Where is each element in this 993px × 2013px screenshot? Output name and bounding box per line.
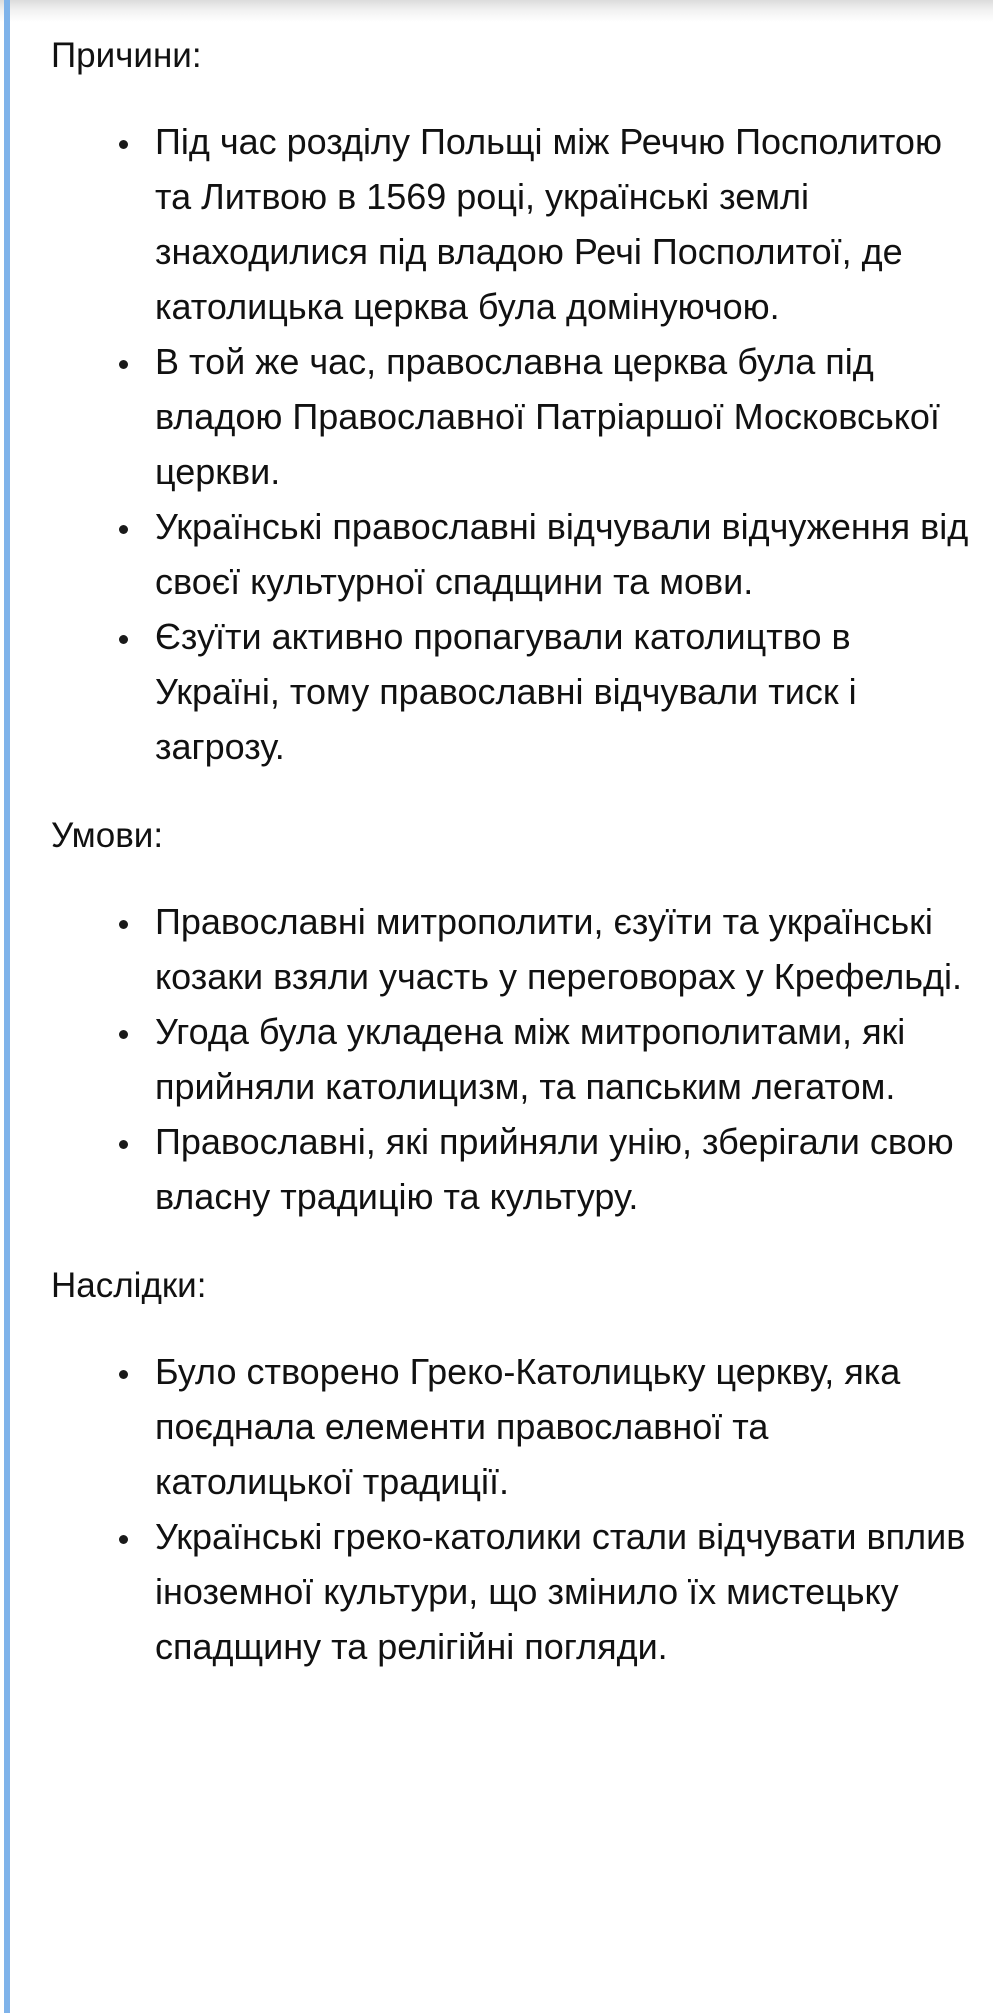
section-causes: [51, 28, 971, 774]
bullet-list: [51, 894, 971, 1224]
bullet-icon: [119, 1030, 128, 1039]
list-item: [51, 499, 971, 609]
bullet-list: [51, 1344, 971, 1674]
section-heading: Умови:: [51, 816, 164, 855]
list-item: [51, 1344, 971, 1509]
bullet-icon: [119, 1370, 128, 1379]
list-item: [51, 1509, 971, 1674]
bullet-icon: [119, 920, 128, 929]
list-item-text: Угода була укладена між митрополитами, які прийняли католицизм, та папським легатом.: [155, 1011, 906, 1107]
list-item-text: Українські греко-католики стали відчувати вплив іноземної культури, що змінило їх мистецьку спадщину та релігійні погляди.: [155, 1516, 966, 1667]
list-item-text: Православні, які прийняли унію, зберігали свою власну традицію та культуру.: [155, 1121, 954, 1217]
section-consequences: [51, 1258, 971, 1674]
bullet-icon: [119, 1140, 128, 1149]
list-item-text: В той же час, православна церква була під владою Православної Патріаршої Московської церкви.: [155, 341, 940, 492]
list-item: [51, 1004, 971, 1114]
bullet-icon: [119, 635, 128, 644]
section-heading: Причини:: [51, 36, 202, 75]
top-shadow: [0, 0, 993, 22]
list-item: [51, 114, 971, 334]
answer-content: [51, 28, 971, 1674]
bullet-icon: [119, 525, 128, 534]
list-item: [51, 1114, 971, 1224]
list-item-text: Українські православні відчували відчуження від своєї культурної спадщини та мови.: [155, 506, 969, 602]
list-item: [51, 609, 971, 774]
list-item-text: Православні митрополити, єзуїти та українські козаки взяли участь у переговорах у Крефельді.: [155, 901, 962, 997]
list-item-text: Під час розділу Польщі між Реччю Посполитою та Литвою в 1569 році, українські землі знаходилися під владою Речі Посполитої, де католицька церква була домінуючою.: [155, 121, 942, 327]
bullet-icon: [119, 140, 128, 149]
bullet-icon: [119, 360, 128, 369]
section-conditions: [51, 808, 971, 1224]
list-item: [51, 894, 971, 1004]
section-heading: Наслідки:: [51, 1266, 207, 1305]
quote-accent-bar: [4, 0, 10, 2013]
list-item: [51, 334, 971, 499]
list-item-text: Єзуїти активно пропагували католицтво в Україні, тому православні відчували тиск і загрозу.: [155, 616, 857, 767]
bullet-icon: [119, 1535, 128, 1544]
bullet-list: [51, 114, 971, 774]
list-item-text: Було створено Греко-Католицьку церкву, яка поєднала елементи православної та католицької традиції.: [155, 1351, 901, 1502]
